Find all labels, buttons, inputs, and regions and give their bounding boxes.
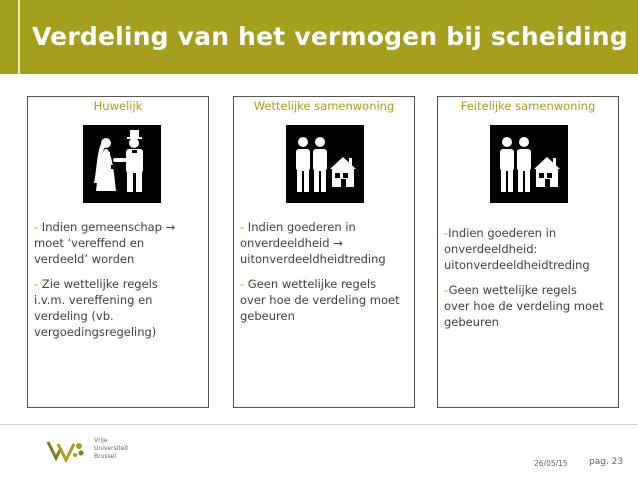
bullet-dash: - — [34, 277, 39, 291]
card-wettelijke-samenwoning — [233, 96, 415, 408]
bullet-dash: - — [240, 220, 245, 234]
paragraph-text: Zie wettelijke regels i.v.m. vereffening en verdeling (vb. vergoedingsregeling) — [34, 277, 158, 339]
logo-line: Brussel — [94, 453, 116, 460]
wedding-couple-icon — [83, 125, 161, 203]
couple-house-icon — [286, 125, 364, 203]
bullet-dash: - — [240, 277, 245, 291]
card-heading: Wettelijke samenwoning — [253, 99, 395, 113]
card-heading: Feitelijke samenwoning — [460, 99, 596, 113]
university-logo-icon — [46, 436, 88, 466]
paragraph-text: Geen wettelijke regels over hoe de verdeling moet gebeuren — [240, 277, 400, 323]
bullet-dash: - — [34, 220, 39, 234]
banner-divider — [0, 74, 638, 76]
footer-date: 26/05/15 — [534, 459, 568, 468]
university-name — [94, 437, 154, 461]
card-body — [444, 225, 616, 339]
footer-divider — [0, 424, 638, 425]
banner-accent-line — [18, 0, 20, 76]
card-body — [240, 219, 412, 333]
couple-house-icon — [490, 125, 568, 203]
card-heading: Huwelijk — [93, 99, 143, 113]
card-paragraph — [444, 225, 616, 273]
logo-line: Universiteit — [94, 445, 129, 452]
card-paragraph — [240, 219, 412, 267]
card-body — [34, 219, 206, 349]
card-huwelijk — [27, 96, 209, 408]
card-paragraph — [240, 276, 412, 324]
card-paragraph — [34, 276, 206, 340]
page-number: pag. 23 — [589, 457, 624, 467]
paragraph-text: Indien goederen in onverdeeldheid: uitonverdeeldheidtreding — [444, 226, 590, 272]
card-paragraph — [444, 282, 616, 330]
bullet-dash: - — [444, 283, 449, 297]
paragraph-text: Geen wettelijke regels over hoe de verdeling moet gebeuren — [444, 283, 604, 329]
bullet-dash: - — [444, 226, 449, 240]
logo-line: Vrije — [94, 437, 108, 444]
card-feitelijke-samenwoning — [437, 96, 619, 408]
slide-title: Verdeling van het vermogen bij scheiding — [32, 22, 628, 51]
card-paragraph — [34, 219, 206, 267]
title-banner — [0, 0, 638, 76]
paragraph-text: Indien goederen in onverdeeldheid → uitonverdeeldheidtreding — [240, 220, 386, 266]
paragraph-text: Indien gemeenschap → moet ‘vereffend en verdeeld’ worden — [34, 220, 176, 266]
